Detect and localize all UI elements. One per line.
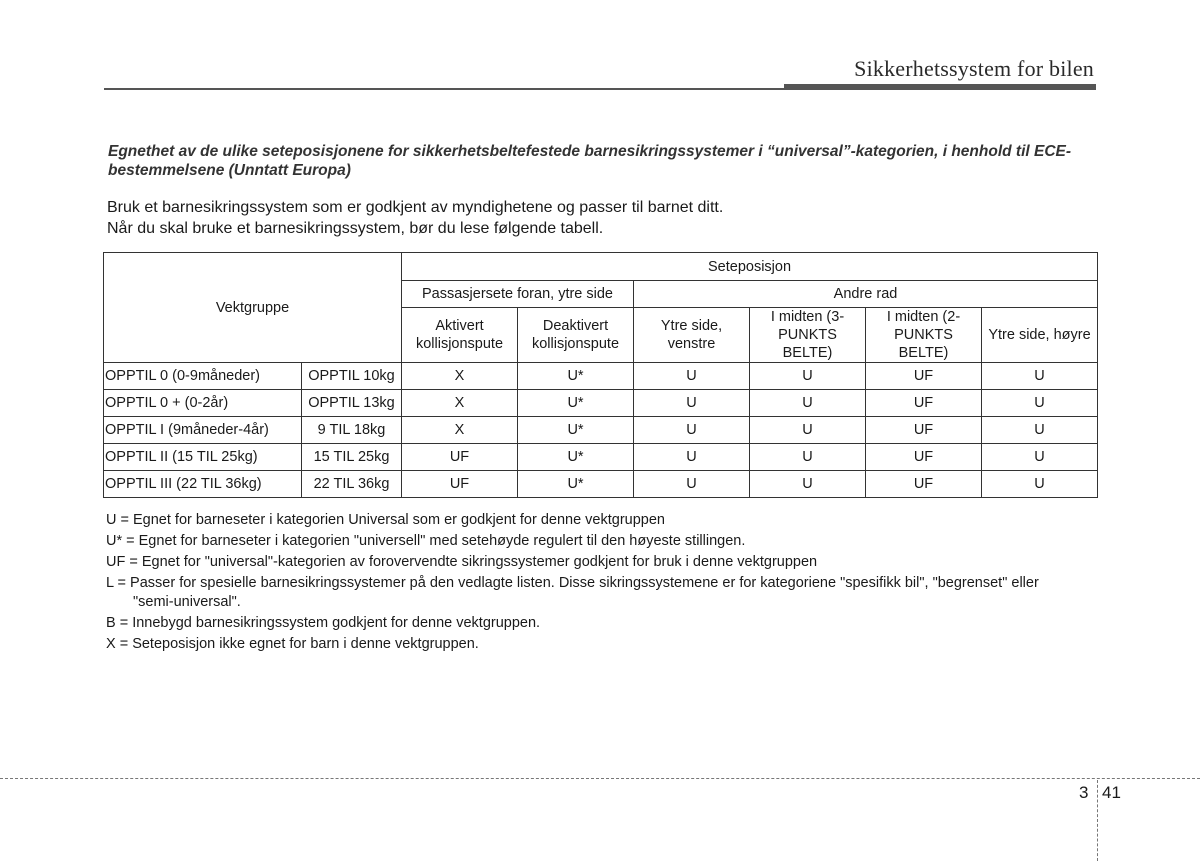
cell-midten-2: UF bbox=[866, 444, 982, 471]
legend-u: U = Egnet for barneseter i kategorien Universal som er godkjent for denne vektgruppen bbox=[106, 512, 665, 528]
cell-aktivert: UF bbox=[402, 471, 518, 498]
row-weight: OPPTIL 10kg bbox=[302, 363, 402, 390]
cell-ytre-hoyre: U bbox=[982, 417, 1098, 444]
cell-midten-3: U bbox=[750, 471, 866, 498]
cell-deaktivert: U* bbox=[518, 417, 634, 444]
legend-b: B = Innebygd barnesikringssystem godkjent for denne vektgruppen. bbox=[106, 615, 541, 631]
cell-midten-3: U bbox=[750, 444, 866, 471]
seat-suitability-table bbox=[103, 252, 1098, 498]
cell-ytre-hoyre: U bbox=[982, 363, 1098, 390]
intro-line-1: Bruk et barnesikringssystem som er godkjent av myndighetene og passer til barnet ditt. bbox=[107, 199, 724, 216]
cell-ytre-hoyre: U bbox=[982, 471, 1098, 498]
intro-line-2: Når du skal bruke et barnesikringssystem, bør du lese følgende tabell. bbox=[107, 220, 604, 237]
cell-ytre-hoyre: U bbox=[982, 444, 1098, 471]
table-row bbox=[104, 417, 1098, 444]
footer-dashed-rule bbox=[0, 778, 1200, 779]
cell-midten-2: UF bbox=[866, 390, 982, 417]
row-group: OPPTIL 0 (0-9måneder) bbox=[104, 363, 302, 390]
legend-l-continued: "semi-universal". bbox=[133, 594, 241, 610]
header-aktivert: Aktivert kollisjonspute bbox=[402, 308, 518, 363]
row-group: OPPTIL III (22 TIL 36kg) bbox=[104, 471, 302, 498]
page-header-title: Sikkerhetssystem for bilen bbox=[854, 56, 1094, 81]
table-row bbox=[104, 390, 1098, 417]
row-group: OPPTIL II (15 TIL 25kg) bbox=[104, 444, 302, 471]
cell-aktivert: X bbox=[402, 390, 518, 417]
row-group: OPPTIL 0 + (0-2år) bbox=[104, 390, 302, 417]
header-front-passenger: Passasjersete foran, ytre side bbox=[402, 281, 634, 308]
legend-x: X = Seteposisjon ikke egnet for barn i denne vektgruppen. bbox=[106, 636, 479, 652]
section-number: 3 bbox=[1079, 783, 1089, 802]
row-weight: 15 TIL 25kg bbox=[302, 444, 402, 471]
cell-midten-2: UF bbox=[866, 363, 982, 390]
header-ytre-venstre: Ytre side, venstre bbox=[634, 308, 750, 363]
cell-midten-3: U bbox=[750, 363, 866, 390]
page-number: 41 bbox=[1102, 783, 1121, 802]
legend-l: L = Passer for spesielle barnesikringssystemer på den vedlagte listen. Disse sikringssystemene er for kategoriene "spesifikk bil", "begrenset" eller bbox=[106, 575, 1039, 591]
table-legend bbox=[106, 510, 1106, 655]
cell-ytre-venstre: U bbox=[634, 417, 750, 444]
header-midten-3-punkts: I midten (3-PUNKTS BELTE) bbox=[750, 308, 866, 363]
header-midten-2-punkts: I midten (2-PUNKTS BELTE) bbox=[866, 308, 982, 363]
table-row bbox=[104, 471, 1098, 498]
intro-paragraph bbox=[107, 197, 1087, 239]
cell-aktivert: UF bbox=[402, 444, 518, 471]
table-header-row-1 bbox=[104, 253, 1098, 281]
cell-midten-3: U bbox=[750, 390, 866, 417]
table-row bbox=[104, 363, 1098, 390]
header-vektgruppe: Vektgruppe bbox=[104, 253, 402, 363]
cell-midten-2: UF bbox=[866, 471, 982, 498]
cell-aktivert: X bbox=[402, 363, 518, 390]
legend-u-star: U* = Egnet for barneseter i kategorien "universell" med setehøyde regulert til den høyeste stillingen. bbox=[106, 533, 746, 549]
header-ytre-hoyre: Ytre side, høyre bbox=[982, 308, 1098, 363]
section-heading: Egnethet av de ulike seteposisjonene for sikkerhetsbeltefestede barnesikringssystemer i “universal”-kategorien, i henhold til ECE-bestemmelsene (Unntatt Europa) bbox=[108, 143, 1072, 179]
header-rule-thin bbox=[104, 88, 784, 90]
row-weight: 9 TIL 18kg bbox=[302, 417, 402, 444]
cell-deaktivert: U* bbox=[518, 363, 634, 390]
header-deaktivert: Deaktivert kollisjonspute bbox=[518, 308, 634, 363]
cell-midten-2: UF bbox=[866, 417, 982, 444]
cell-aktivert: X bbox=[402, 417, 518, 444]
header-second-row: Andre rad bbox=[634, 281, 1098, 308]
cell-midten-3: U bbox=[750, 417, 866, 444]
cell-deaktivert: U* bbox=[518, 390, 634, 417]
cell-ytre-hoyre: U bbox=[982, 390, 1098, 417]
cell-ytre-venstre: U bbox=[634, 390, 750, 417]
cell-ytre-venstre: U bbox=[634, 471, 750, 498]
cell-deaktivert: U* bbox=[518, 444, 634, 471]
cell-ytre-venstre: U bbox=[634, 363, 750, 390]
footer-vertical-rule bbox=[1097, 780, 1098, 861]
legend-uf: UF = Egnet for "universal"-kategorien av forovervendte sikringssystemer godkjent for bruk i denne vektgruppen bbox=[106, 554, 818, 570]
row-weight: 22 TIL 36kg bbox=[302, 471, 402, 498]
row-group: OPPTIL I (9måneder-4år) bbox=[104, 417, 302, 444]
row-weight: OPPTIL 13kg bbox=[302, 390, 402, 417]
header-rule-thick bbox=[784, 84, 1096, 90]
cell-deaktivert: U* bbox=[518, 471, 634, 498]
table-row bbox=[104, 444, 1098, 471]
cell-ytre-venstre: U bbox=[634, 444, 750, 471]
header-seteposisjon: Seteposisjon bbox=[402, 253, 1098, 281]
